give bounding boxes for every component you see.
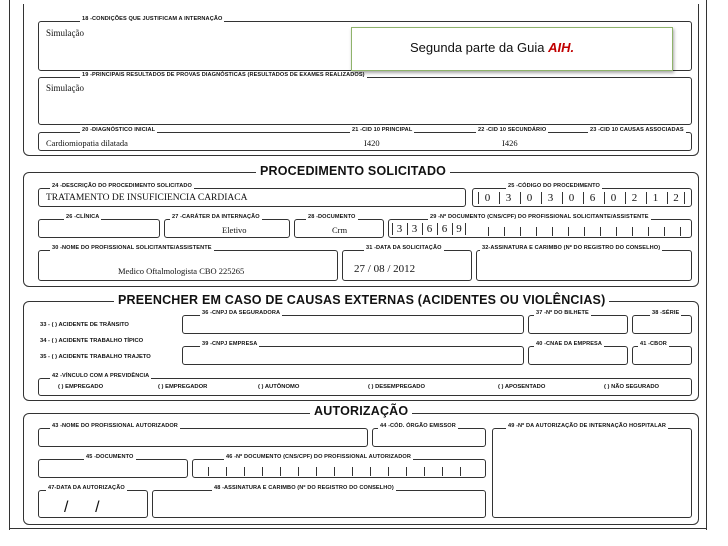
num-doc-autorizador-label: 46 -Nº DOCUMENTO (CNS/CPF) DO PROFISSIONAL AUTORIZADOR [226,454,411,460]
codigo-digit: 0 [562,192,580,204]
documento-autorizador-label: 45 -DOCUMENTO [86,454,134,460]
digit-slot [316,467,317,476]
autorizacao-title: AUTORIZAÇÃO [310,404,412,418]
procedimento-title: PROCEDIMENTO SOLICITADO [256,164,450,178]
digit-slot [600,227,601,236]
codigo-digit: 3 [499,192,517,204]
digit-slot [584,227,585,236]
digit-slot [504,227,505,236]
digit-slot [552,227,553,236]
data-autorizacao-value: / / [64,499,100,516]
vinculo-empregador-option[interactable]: ( ) EMPREGADOR [158,384,208,390]
documento-autorizador-box [38,459,188,478]
cid-principal-label: 21 -CID 10 PRINCIPAL [352,127,413,133]
codigo-digit: 0 [520,192,538,204]
serie-box [632,315,692,334]
documento-label: 28 -DOCUMENTO [308,214,356,220]
digit-slot [388,467,389,476]
digit-slot [298,467,299,476]
serie-label: 38 -SÉRIE [652,310,680,316]
num-doc-label: 29 -Nº DOCUMENTO (CNS/CPF) DO PROFISSIONAL SOLICITANTE/ASSISTENTE [430,214,649,220]
codigo-digit: 1 [646,192,664,204]
causas-title: PREENCHER EM CASO DE CAUSAS EXTERNAS (ACIDENTES OU VIOLÊNCIAS) [114,293,609,307]
cbor-label: 41 -CBOR [640,341,667,347]
callout-box [351,27,673,71]
assinatura-autorizador-box [152,490,486,518]
resultados-label: 19 -PRINCIPAIS RESULTADOS DE PROVAS DIAGNÓSTICAS (RESULTADOS DE EXAMES REALIZADOS) [82,72,365,78]
digit-slot [616,227,617,236]
resultados-box [38,77,692,125]
data-month: 08 [373,263,385,275]
orgao-emissor-box [372,428,486,447]
descricao-value: TRATAMENTO DE INSUFICIENCIA CARDIACA [46,193,248,203]
vinculo-autonomo-option[interactable]: ( ) AUTÔNOMO [258,384,300,390]
codigo-digit: 0 [478,192,496,204]
bilhete-box [528,315,628,334]
cid-principal-value: I420 [364,138,380,148]
cnae-label: 40 -CNAE DA EMPRESA [536,341,603,347]
num-doc-autorizador-slots [196,467,482,477]
vinculo-empregado-option[interactable]: ( ) EMPREGADO [58,384,104,390]
data-solicitacao-label: 31 -DATA DA SOLICITAÇÃO [366,245,442,251]
num-doc-digits [392,223,688,237]
digit-slot [244,467,245,476]
cnpj-empresa-label: 39 -CNPJ EMPRESA [202,341,258,347]
data-day: 27 [354,263,365,275]
cnae-box [528,346,628,365]
data-year: 2012 [393,263,416,275]
digit-slot [352,467,353,476]
descricao-label: 24 -DESCRIÇÃO DO PROCEDIMENTO SOLICITADO [52,183,192,189]
digit-slot [488,227,489,236]
data-solicitacao-value [354,263,415,275]
num-doc-digit: 6 [422,223,436,235]
bilhete-label: 37 -Nº DO BILHETE [536,310,589,316]
date-sep: / [387,263,391,275]
cid-secundario-value: I426 [502,138,518,148]
date-sep: / [367,263,371,275]
vinculo-label: 42 -VÍNCULO COM A PREVIDÊNCIA [52,373,150,379]
cnpj-seguradora-box [182,315,524,334]
cbor-box [632,346,692,365]
num-doc-digit: 3 [392,223,406,235]
carater-value: Eletivo [222,225,247,235]
acidente-tipico-option[interactable]: 34 - ( ) ACIDENTE TRABALHO TÍPICO [40,338,144,344]
documento-value: Crm [332,225,348,235]
codigo-digit: 2 [667,192,685,204]
cnpj-seguradora-label: 36 -CNPJ DA SEGURADORA [202,310,281,316]
digit-slot [568,227,569,236]
codigo-digit: 0 [604,192,622,204]
digit-slot [262,467,263,476]
page-right-edge [706,0,707,530]
digit-slot [442,467,443,476]
nome-label: 30 -NOME DO PROFISSIONAL SOLICITANTE/ASSISTENTE [52,245,212,251]
codigo-digit: 6 [583,192,601,204]
data-autorizacao-label: 47-DATA DA AUTORIZAÇÃO [48,485,125,491]
acidente-transito-option[interactable]: 33 - ( ) ACIDENTE DE TRÂNSITO [40,322,129,328]
acidente-trajeto-option[interactable]: 35 - ( ) ACIDENTE TRABALHO TRAJETO [40,354,151,360]
digit-slot [424,467,425,476]
codigo-digits [478,192,688,206]
digit-slot [370,467,371,476]
clinica-box [38,219,160,238]
codigo-digit: 3 [541,192,559,204]
digit-slot [520,227,521,236]
digit-slot [680,227,681,236]
num-doc-digit: 6 [437,223,451,235]
vinculo-box [38,378,692,396]
assinatura-solicitante-label: 32-ASSINATURA E CARIMBO (Nº DO REGISTRO DO CONSELHO) [482,245,661,251]
nome-value: Medico Oftalmologista CBO 225265 [118,266,245,276]
resultados-value: Simulação [46,83,84,93]
clinica-label: 26 -CLÍNICA [66,214,100,220]
assinatura-solicitante-box [476,250,692,281]
digit-slot [226,467,227,476]
page-bottom-line [9,528,707,529]
nome-autorizador-box [38,428,368,447]
digit-slot [334,467,335,476]
diagnostico-label: 20 -DIAGNÓSTICO INICIAL [82,127,156,133]
num-autorizacao-label: 49 -Nº DA AUTORIZAÇÃO DE INTERNAÇÃO HOSPITALAR [508,423,666,429]
diagnostico-value: Cardiomiopatia dilatada [46,138,128,148]
digit-slot [632,227,633,236]
num-autorizacao-box [492,428,692,518]
callout-highlight: AIH. [548,40,575,55]
assinatura-autorizador-label: 48 -ASSINATURA E CARIMBO (Nº DO REGISTRO DO CONSELHO) [214,485,394,491]
codigo-digit: 2 [625,192,643,204]
vinculo-desempregado-option[interactable]: ( ) DESEMPREGADO [368,384,426,390]
digit-slot [208,467,209,476]
orgao-emissor-label: 44 -CÓD. ÓRGÃO EMISSOR [380,423,456,429]
cid-causas-label: 23 -CID 10 CAUSAS ASSOCIADAS [590,127,684,133]
digit-slot [280,467,281,476]
vinculo-aposentado-option[interactable]: ( ) APOSENTADO [498,384,546,390]
condicoes-value: Simulação [46,28,84,38]
digit-slot [536,227,537,236]
num-doc-digit: 9 [452,223,466,235]
codigo-label: 25 -CÓDIGO DO PROCEDIMENTO [508,183,601,189]
digit-slot [406,467,407,476]
nome-autorizador-label: 43 -NOME DO PROFISSIONAL AUTORIZADOR [52,423,178,429]
digit-slot [664,227,665,236]
condicoes-label: 18 -CONDIÇÕES QUE JUSTIFICAM A INTERNAÇÃO [82,16,223,22]
num-doc-digit: 3 [407,223,421,235]
vinculo-nao-segurado-option[interactable]: ( ) NÃO SEGURADO [604,384,660,390]
carater-label: 27 -CARÁTER DA INTERNAÇÃO [172,214,260,220]
digit-slot [648,227,649,236]
cid-secundario-label: 22 -CID 10 SECUNDÁRIO [478,127,547,133]
digit-slot [460,467,461,476]
page-left-edge [9,0,10,530]
callout-text: Segunda parte da Guia [410,40,549,55]
cnpj-empresa-box [182,346,524,365]
